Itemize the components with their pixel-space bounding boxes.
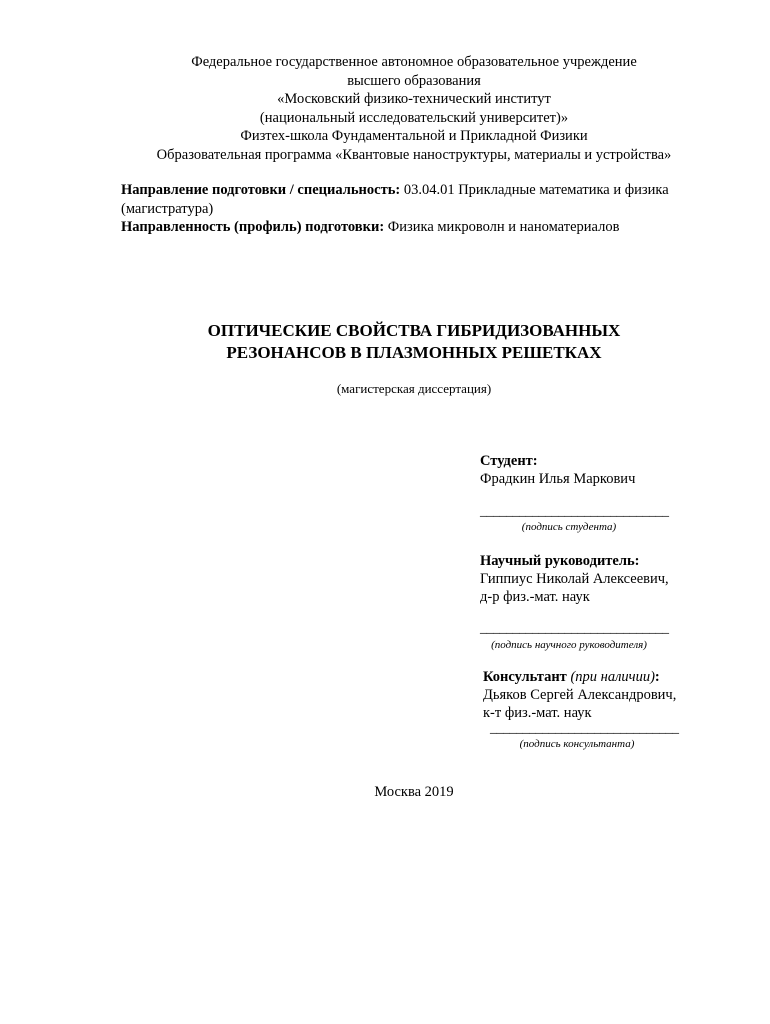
profile-line xyxy=(121,218,711,237)
consultant-colon: : xyxy=(654,669,660,685)
supervisor-degree: д-р физ.-мат. наук xyxy=(480,589,590,605)
student-signature-caption: (подпись студента) xyxy=(521,521,617,533)
specialty-label: Направление подготовки / специальность: xyxy=(121,182,401,198)
consultant-block xyxy=(483,668,676,722)
header-line: (национальный исследовательский университет)» xyxy=(259,109,569,126)
consultant-name: Дьяков Сергей Александрович, xyxy=(483,687,677,703)
supervisor-name: Гиппиус Николай Алексеевич, xyxy=(480,571,669,587)
profile-label: Направленность (профиль) подготовки: xyxy=(121,219,385,236)
consultant-label: Консультант xyxy=(483,669,567,685)
student-block xyxy=(480,452,635,488)
student-name: Фрадкин Илья Маркович xyxy=(480,471,636,487)
thesis-type: (магистерская диссертация) xyxy=(336,381,492,396)
consultant-label-line xyxy=(483,668,676,686)
consultant-signature-caption: (подпись консультанта) xyxy=(519,738,635,750)
supervisor-signature-line: _____________________________ xyxy=(480,621,669,636)
header-line: высшего образования xyxy=(347,72,481,89)
consultant-degree: к-т физ.-мат. наук xyxy=(483,705,592,721)
study-direction xyxy=(121,181,711,237)
consultant-note: (при наличии) xyxy=(566,669,655,685)
profile-value: Физика микроволн и наноматериалов xyxy=(384,219,620,236)
supervisor-block xyxy=(480,552,669,606)
consultant-signature-line: _____________________________ xyxy=(490,721,679,736)
header-line: Физтех-школа Фундаментальной и Прикладной Физики xyxy=(240,128,588,145)
city-year: Москва 2019 xyxy=(374,784,454,800)
title-line-1: ОПТИЧЕСКИЕ СВОЙСТВА ГИБРИДИЗОВАННЫХ xyxy=(207,321,621,340)
header-line: «Московский физико-технический институт xyxy=(277,91,551,108)
header-line: Образовательная программа «Квантовые наноструктуры, материалы и устройства» xyxy=(156,146,672,163)
supervisor-signature-caption: (подпись научного руководителя) xyxy=(491,639,647,651)
title-line-2: РЕЗОНАНСОВ В ПЛАЗМОННЫХ РЕШЕТКАХ xyxy=(226,343,602,362)
specialty-value: 03.04.01 Прикладные математика и физика (магистратура) xyxy=(121,182,669,217)
student-label: Студент: xyxy=(480,453,538,469)
supervisor-label: Научный руководитель: xyxy=(480,553,640,569)
header-line: Федеральное государственное автономное образовательное учреждение xyxy=(191,54,637,70)
institution-header xyxy=(0,53,770,165)
specialty-line xyxy=(121,181,711,218)
student-signature-line: _____________________________ xyxy=(480,504,669,519)
thesis-title xyxy=(0,320,770,364)
